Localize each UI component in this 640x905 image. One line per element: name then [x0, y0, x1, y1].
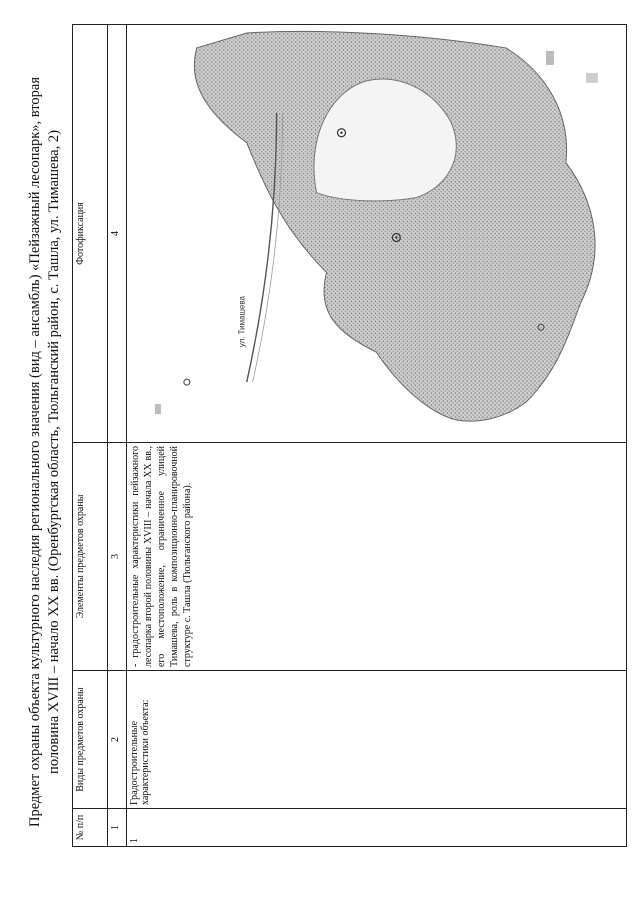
table-index-row — [108, 25, 127, 847]
street-label: ул. Тимашева — [237, 296, 247, 348]
index-cell-3: 3 — [108, 443, 127, 671]
title-line-1: Предмет охраны объекта культурного наследия регионального значения (вид – ансамбль) «Пейзажный лесопарк», вторая — [27, 76, 43, 828]
row-protection-elements: - градостроительные характеристики пейзажного лесопарка второй половины XVIII – начала XX вв., его местоположение, ограниченное улицей Тимашева, роль в композиционно-планировочной структуре с. Ташла (Тюльганского района). — [127, 443, 627, 671]
table-header-row — [73, 25, 108, 847]
index-cell-2: 2 — [108, 671, 127, 809]
table-row — [127, 25, 627, 847]
index-cell-4: 4 — [108, 25, 127, 443]
header-number: № п/п — [73, 809, 108, 847]
index-cell-1: 1 — [108, 809, 127, 847]
row-number: 1 — [127, 809, 627, 847]
photo-map-cell — [127, 25, 627, 443]
rotated-page-content — [20, 17, 620, 887]
site-map-image — [127, 25, 626, 442]
title-line-2: половина XVIII – начало XX вв. (Оренбургская область, Тюльганский район, с. Ташла, ул. Тимашева, 2) — [46, 130, 62, 774]
header-photo-fixation: Фотофиксация — [73, 25, 108, 443]
row-protection-type: Градостроительные характеристики объекта: — [127, 671, 627, 809]
header-protection-types: Виды предметов охраны — [73, 671, 108, 809]
protection-table — [72, 24, 627, 847]
document-title — [26, 47, 64, 857]
header-protection-elements: Элементы предметов охраны — [73, 443, 108, 671]
